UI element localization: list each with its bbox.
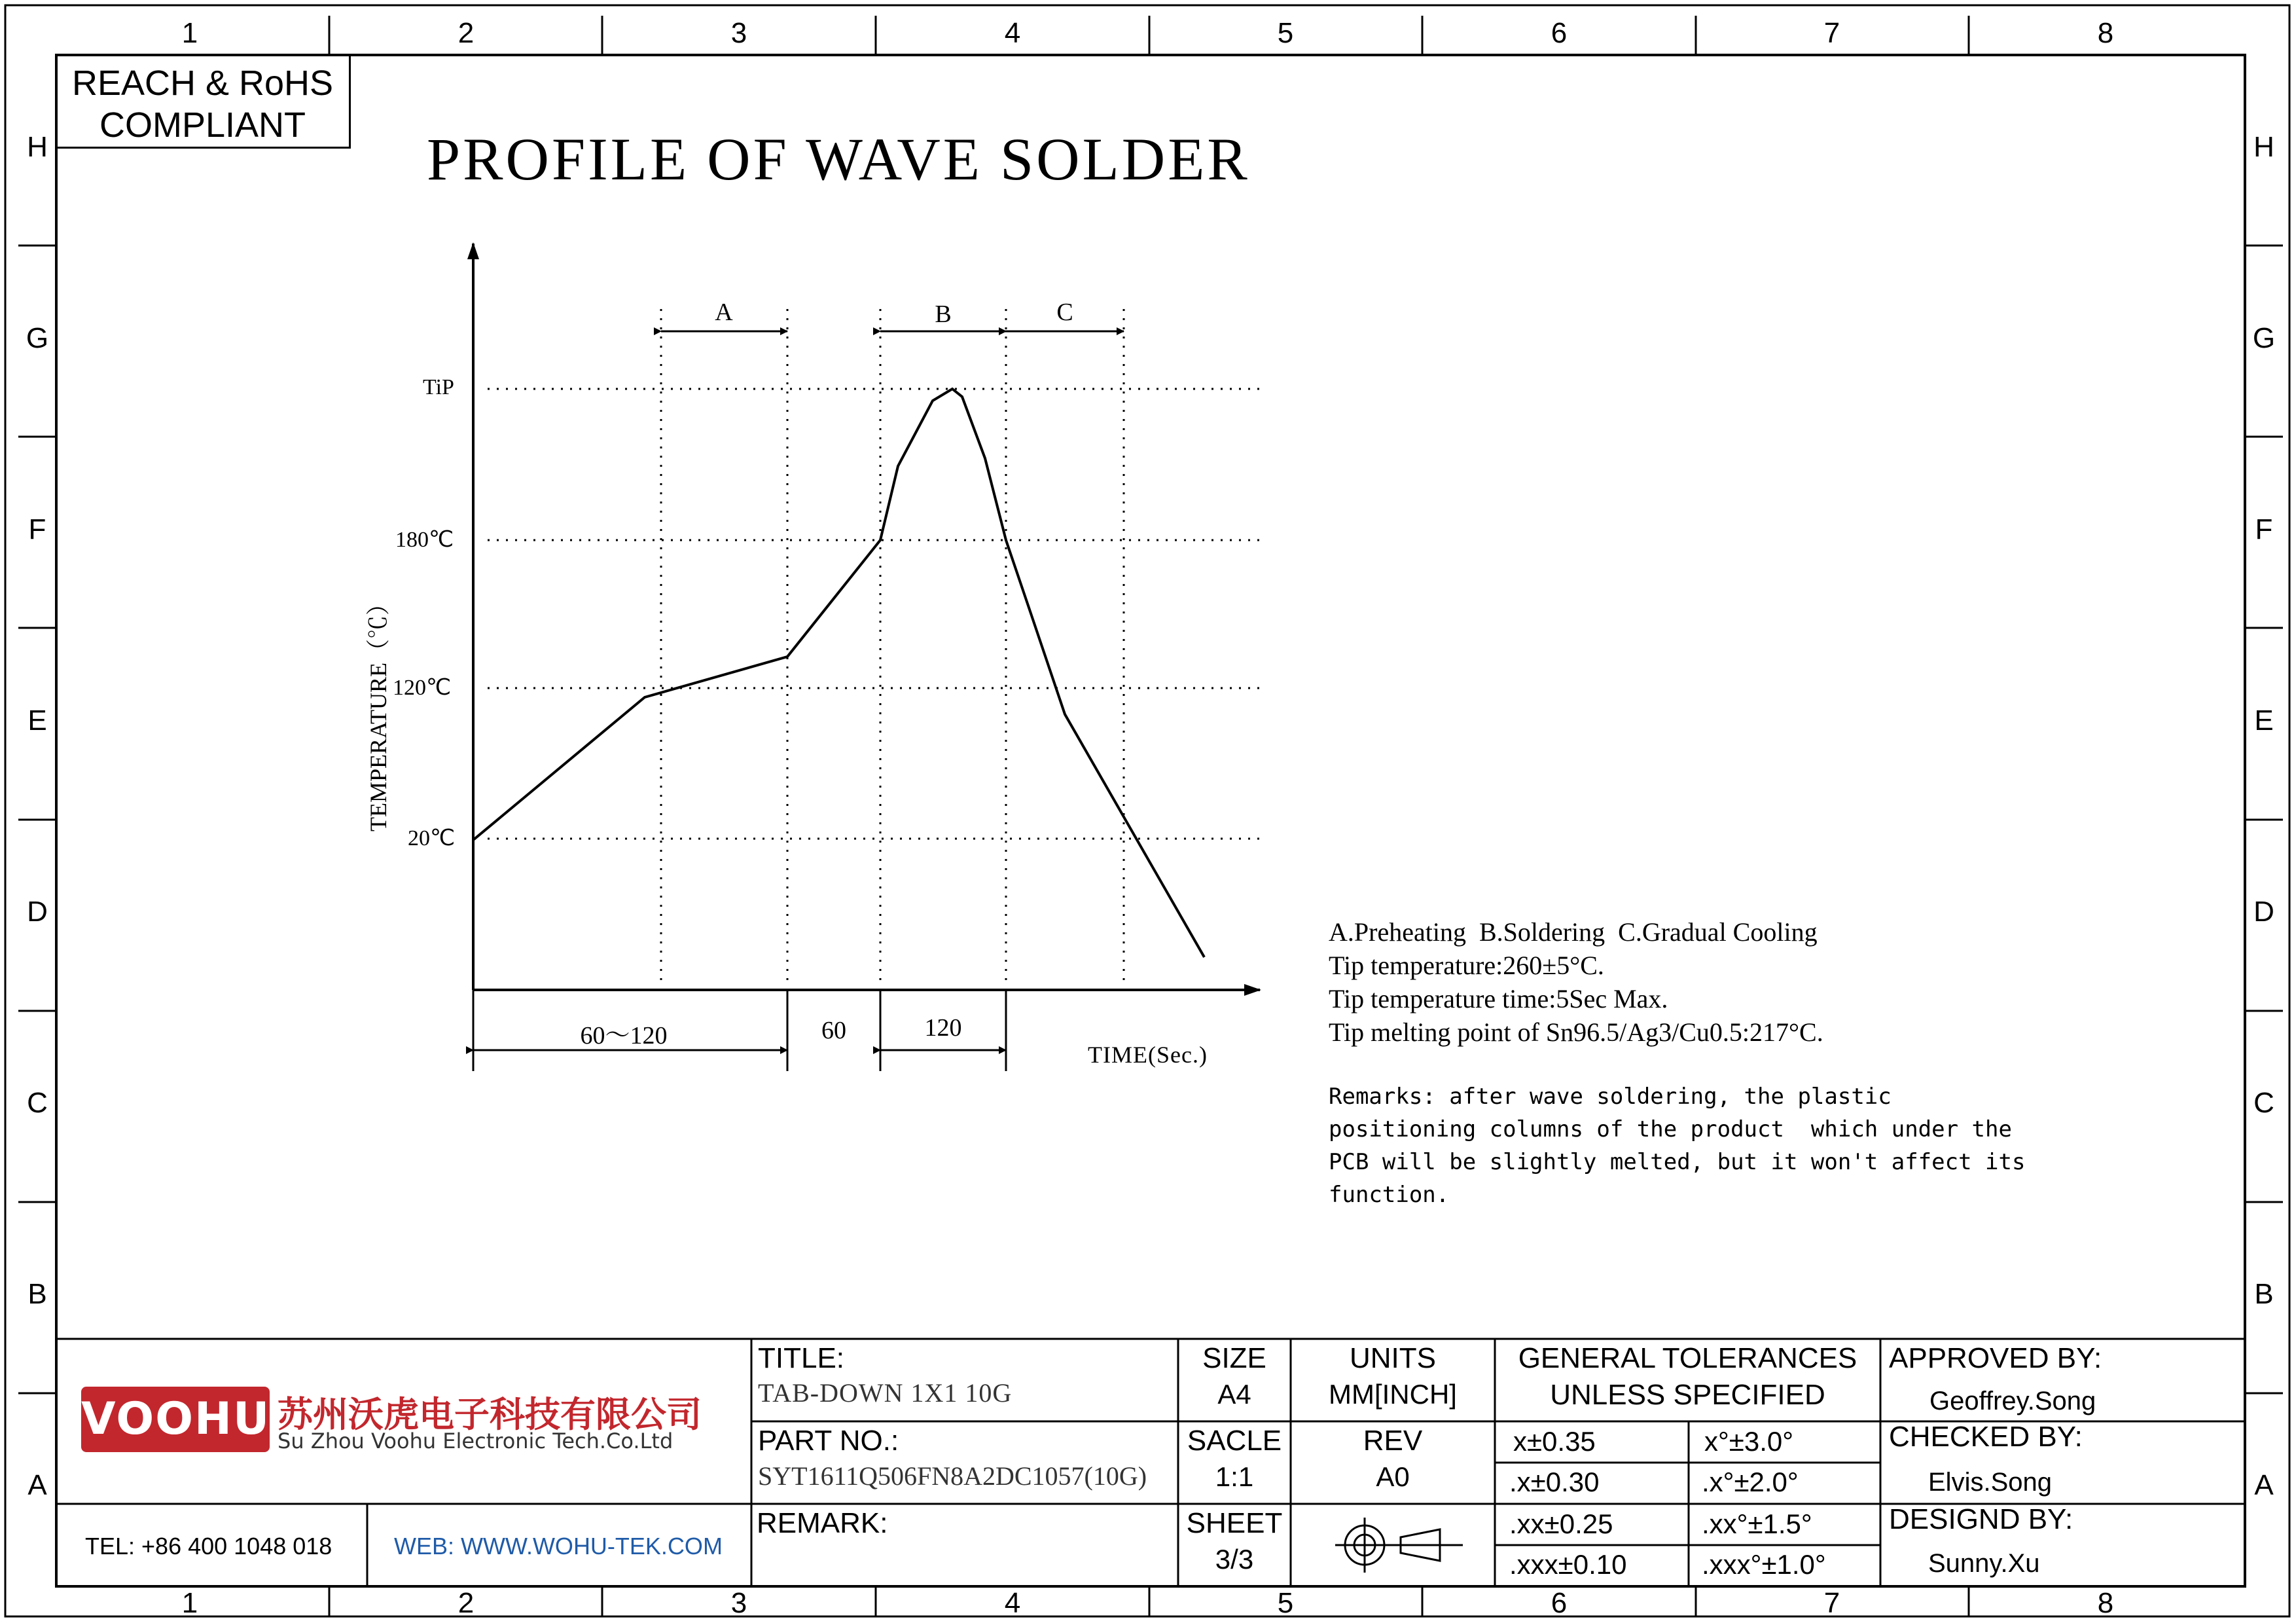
column-label-top: 7 [1823, 17, 1840, 49]
compliance-line-1: REACH & RoHS [71, 64, 334, 103]
row-label-left: H [27, 131, 48, 163]
row-label-right: C [2253, 1087, 2274, 1119]
y-tick-label: 120℃ [393, 676, 452, 700]
column-label-top: 5 [1277, 17, 1294, 49]
units-label: UNITS [1350, 1342, 1436, 1374]
duration-label: 120 [924, 1014, 962, 1042]
tolerance-title: GENERAL TOLERANCES [1518, 1342, 1857, 1374]
row-label-right: E [2254, 704, 2274, 737]
y-tick-label: TiP [423, 375, 454, 399]
y-tick-label: 20℃ [408, 826, 456, 850]
company-web: WEB: WWW.WOHU-TEK.COM [394, 1533, 723, 1559]
title-value: TAB-DOWN 1X1 10G [758, 1378, 1013, 1408]
tolerance-angular: .xxx°±1.0° [1702, 1549, 1826, 1580]
remark-line: PCB will be slightly melted, but it won't affect its [1329, 1149, 2026, 1175]
size-label: SIZE [1202, 1342, 1266, 1374]
row-label-right: H [2253, 131, 2274, 163]
remark-line: positioning columns of the product which under the [1329, 1116, 2012, 1142]
zone-label-b: B [935, 301, 952, 328]
row-label-left: B [27, 1278, 47, 1310]
compliance-line-2: COMPLIANT [99, 105, 306, 145]
y-tick-label: 180℃ [395, 528, 454, 552]
column-label-top: 2 [457, 17, 475, 49]
x-axis-label: TIME(Sec.) [1088, 1042, 1208, 1068]
row-label-left: G [26, 322, 49, 354]
tolerance-angular: .xx°±1.5° [1702, 1508, 1812, 1539]
tolerance-linear: .xxx±0.10 [1509, 1549, 1627, 1580]
company-name-cn: 苏州沃虎电子科技有限公司 [278, 1394, 702, 1435]
y-axis-label: TEMPERATURE（℃） [365, 591, 391, 831]
note-line: Tip melting point of Sn96.5/Ag3/Cu0.5:217°C. [1329, 1017, 1823, 1047]
duration-label: 60～120 [580, 1022, 668, 1049]
tolerance-subtitle: UNLESS SPECIFIED [1550, 1379, 1825, 1411]
row-label-right: D [2253, 896, 2274, 928]
tolerance-linear: .x±0.30 [1509, 1467, 1600, 1497]
sheet-value: 3/3 [1215, 1544, 1254, 1575]
row-label-right: A [2254, 1469, 2274, 1501]
tolerance-linear: x±0.35 [1513, 1426, 1596, 1457]
row-label-right: F [2255, 513, 2273, 545]
title-label: TITLE: [758, 1342, 845, 1374]
scale-label: SACLE [1187, 1425, 1282, 1457]
note-line: A.Preheating B.Soldering C.Gradual Cooling [1329, 917, 1818, 947]
remark-line: function. [1329, 1182, 1450, 1208]
company-name-en: Su Zhou Voohu Electronic Tech.Co.Ltd [278, 1429, 673, 1453]
scale-value: 1:1 [1215, 1461, 1254, 1492]
brand-logo: VOOHU [81, 1387, 270, 1452]
units-value: MM[INCH] [1329, 1379, 1457, 1410]
column-label-top: 8 [2097, 17, 2114, 49]
checked-by-value: Elvis.Song [1928, 1468, 2052, 1497]
row-label-right: B [2254, 1278, 2274, 1310]
company-tel: TEL: +86 400 1048 018 [85, 1533, 332, 1559]
column-label-bottom: 3 [730, 1587, 747, 1619]
tolerance-angular: .x°±2.0° [1702, 1467, 1799, 1497]
designed-by-value: Sunny.Xu [1928, 1549, 2040, 1578]
tolerance-linear: .xx±0.25 [1509, 1508, 1613, 1539]
drawing-title: PROFILE OF WAVE SOLDER [427, 126, 1250, 192]
part-number-value: SYT1611Q506FN8A2DC1057(10G) [758, 1461, 1147, 1491]
row-label-left: D [27, 896, 48, 928]
column-label-bottom: 4 [1004, 1587, 1021, 1619]
note-line: Tip temperature:260±5°C. [1329, 951, 1604, 980]
tolerance-angular: x°±3.0° [1704, 1426, 1794, 1457]
sheet-label: SHEET [1186, 1507, 1283, 1539]
row-label-left: C [27, 1087, 48, 1119]
remark-line: Remarks: after wave soldering, the plastic [1329, 1084, 1892, 1110]
column-label-top: 6 [1551, 17, 1568, 49]
part-number-label: PART NO.: [758, 1425, 899, 1457]
row-label-left: F [28, 513, 46, 545]
zone-label-a: A [715, 299, 733, 326]
zone-label-c: C [1056, 299, 1073, 326]
column-label-top: 4 [1004, 17, 1021, 49]
rev-value: A0 [1376, 1461, 1410, 1492]
row-label-right: G [2252, 322, 2276, 354]
column-label-bottom: 2 [457, 1587, 475, 1619]
approved-by-value: Geoffrey.Song [1929, 1387, 2096, 1415]
column-label-top: 3 [730, 17, 747, 49]
projection-symbol [1335, 1518, 1463, 1573]
duration-label: 60 [821, 1017, 846, 1044]
row-label-left: A [27, 1469, 47, 1501]
column-label-bottom: 5 [1277, 1587, 1294, 1619]
checked-by-label: CHECKED BY: [1889, 1421, 2083, 1453]
column-label-bottom: 8 [2097, 1587, 2114, 1619]
column-label-bottom: 1 [181, 1587, 198, 1619]
rev-label: REV [1363, 1425, 1423, 1457]
note-line: Tip temperature time:5Sec Max. [1329, 984, 1668, 1013]
column-label-top: 1 [181, 17, 198, 49]
column-label-bottom: 7 [1823, 1587, 1840, 1619]
approved-by-label: APPROVED BY: [1889, 1342, 2102, 1374]
designed-by-label: DESIGND BY: [1889, 1503, 2073, 1535]
row-label-left: E [27, 704, 47, 737]
column-label-bottom: 6 [1551, 1587, 1568, 1619]
remark-label: REMARK: [757, 1507, 888, 1539]
size-value: A4 [1217, 1379, 1251, 1410]
